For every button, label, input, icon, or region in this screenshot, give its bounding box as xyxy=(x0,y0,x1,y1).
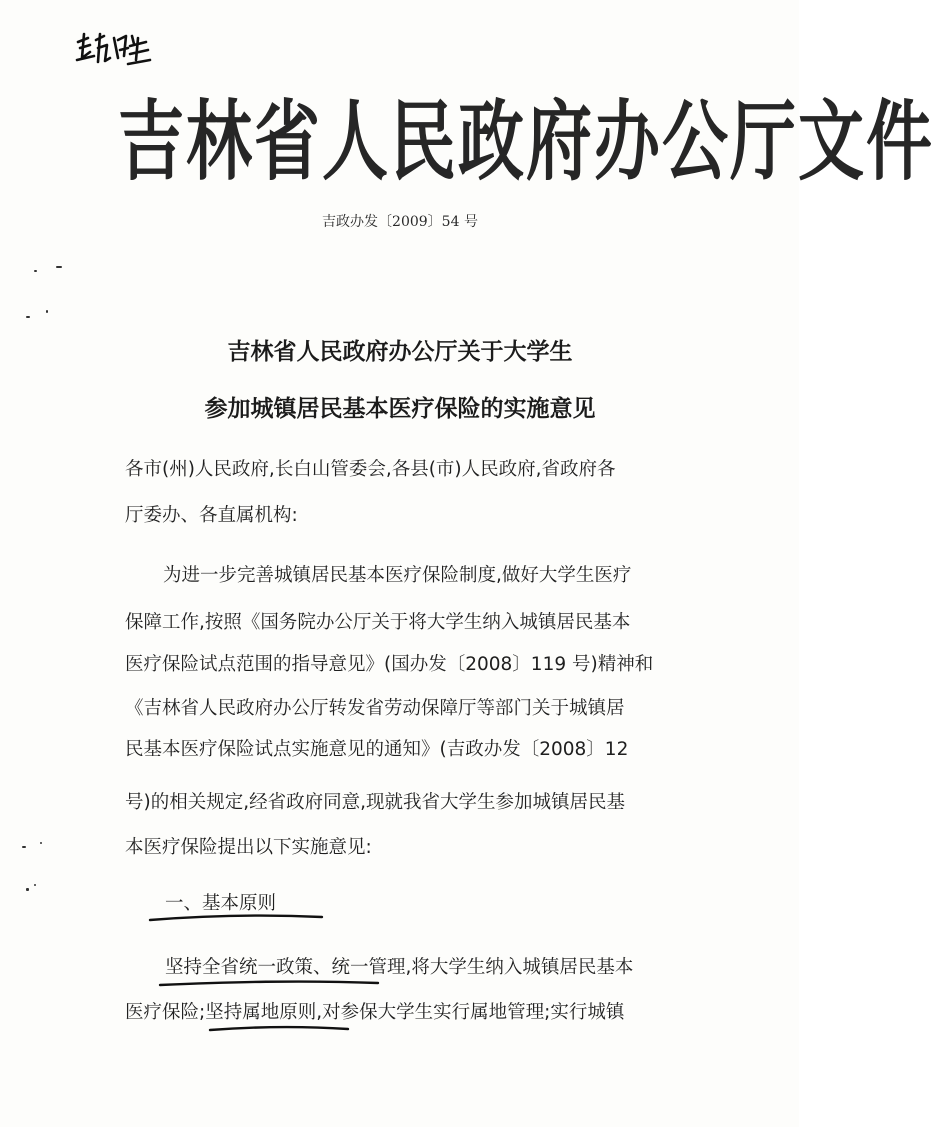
paragraph-1-line-5: 民基本医疗保险试点实施意见的通知》(吉政办发〔2008〕12 xyxy=(125,739,629,760)
section-1-heading: 一、基本原则 xyxy=(165,893,277,914)
salutation-line-1: 各市(州)人民政府,长白山管委会,各县(市)人民政府,省政府各 xyxy=(125,459,616,480)
paragraph-1-line-3: 医疗保险试点范围的指导意见》(国办发〔2008〕119 号)精神和 xyxy=(125,654,654,675)
document-title-line-1: 吉林省人民政府办公厅关于大学生 xyxy=(227,339,573,365)
section-1-line-1: 坚持全省统一政策、统一管理,将大学生纳入城镇居民基本 xyxy=(165,957,634,978)
scan-speck xyxy=(26,888,29,891)
paragraph-1-line-1: 为进一步完善城镇居民基本医疗保险制度,做好大学生医疗 xyxy=(163,565,632,586)
salutation-line-2: 厅委办、各直属机构: xyxy=(125,505,298,526)
document-number: 吉政办发〔2009〕54 号 xyxy=(322,214,478,230)
scan-speck xyxy=(26,316,30,318)
issuer-header: 吉林省人民政府办公厅文件 xyxy=(118,89,934,193)
document-title-line-2: 参加城镇居民基本医疗保险的实施意见 xyxy=(204,396,596,422)
scan-speck xyxy=(56,266,62,268)
scan-speck xyxy=(34,884,36,886)
paragraph-1-line-7: 本医疗保险提出以下实施意见: xyxy=(125,837,372,858)
section-1-line-2: 医疗保险;坚持属地原则,对参保大学生实行属地管理;实行城镇 xyxy=(125,1002,625,1023)
handwritten-annotation xyxy=(74,28,152,72)
paragraph-1-line-4: 《吉林省人民政府办公厅转发省劳动保障厅等部门关于城镇居 xyxy=(125,698,625,719)
scan-speck xyxy=(34,270,37,272)
scan-speck xyxy=(40,842,42,844)
scan-speck xyxy=(22,846,26,848)
paragraph-1-line-2: 保障工作,按照《国务院办公厅关于将大学生纳入城镇居民基本 xyxy=(125,612,631,633)
scan-speck xyxy=(46,310,48,313)
paragraph-1-line-6: 号)的相关规定,经省政府同意,现就我省大学生参加城镇居民基 xyxy=(125,792,625,813)
